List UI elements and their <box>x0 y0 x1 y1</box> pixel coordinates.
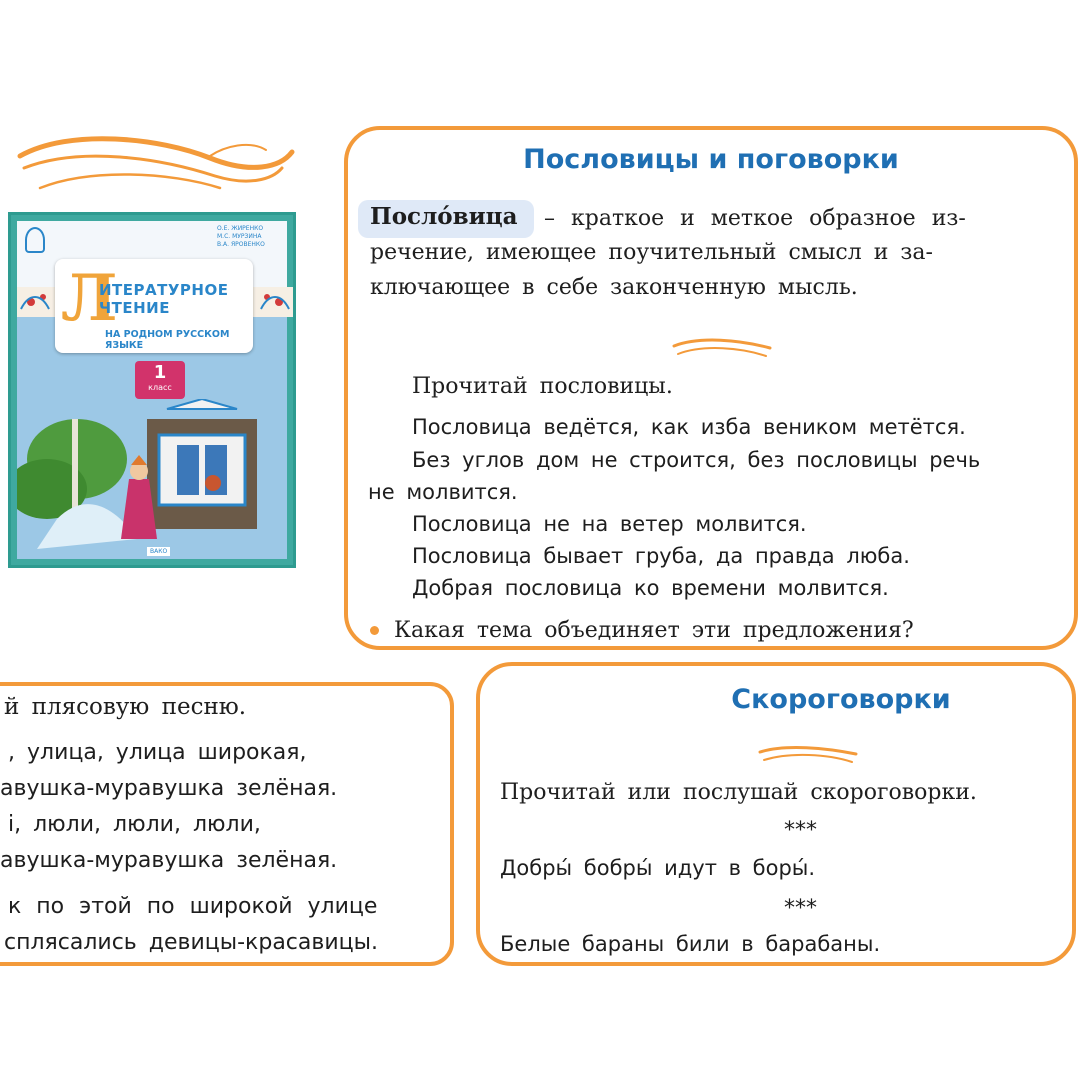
book-subtitle: НА РОДНОМ РУССКОМ ЯЗЫКЕ <box>105 329 230 351</box>
grade-badge <box>135 361 185 399</box>
grade-label: класс <box>148 383 172 392</box>
proverbs-title: Пословицы и поговорки <box>523 144 899 175</box>
definition-line-1: – краткое и меткое образное из- <box>544 206 966 231</box>
decorative-swirl <box>10 128 300 198</box>
song-line-2: авушка-муравушка зелёная. <box>0 776 338 801</box>
proverb-line-2: Без углов дом не строится, без пословицы речь <box>412 448 981 472</box>
book-cover-inner <box>17 221 287 559</box>
song-panel <box>0 682 454 966</box>
proverbs-question: Какая тема объединяет эти предложения? <box>394 618 914 643</box>
tongue-twister-2: Белые бараны били в барабаны. <box>500 932 881 956</box>
book-title-line2: ЧТЕНИЕ <box>99 299 170 317</box>
separator-2: *** <box>784 896 817 921</box>
proverb-line-4: Пословица не на ветер молвится. <box>412 512 807 536</box>
book-authors: О.Е. ЖИРЕНКО М.С. МУРЗИНА В.А. ЯРОВЕНКО <box>217 225 265 248</box>
publisher-label: ВАКО <box>147 547 170 556</box>
proverb-line-6: Добрая пословица ко времени молвится. <box>412 576 889 600</box>
definition-line-2: речение, имеющее поучительный смысл и за- <box>370 240 933 265</box>
song-line-5: к по этой по широкой улице <box>8 894 378 919</box>
book-title-line1: ИТЕРАТУРНОЕ <box>99 281 229 299</box>
song-line-4: авушка-муравушка зелёная. <box>0 848 338 873</box>
song-line-1: , улица, улица широкая, <box>8 740 307 765</box>
book-cover <box>8 212 296 568</box>
tongue-twister-panel <box>476 662 1076 966</box>
proverb-line-5: Пословица бывает груба, да правда люба. <box>412 544 910 568</box>
tongue-twister-title: Скороговорки <box>731 684 951 715</box>
definition-line-3: ключающее в себе законченную мысль. <box>370 275 858 300</box>
term-proverb: Посло́вица <box>370 203 518 230</box>
cover-illustration <box>17 399 293 549</box>
song-instruction: й плясовую песню. <box>4 694 247 720</box>
book-title-initial: Л <box>61 261 118 336</box>
tongue-twister-1: Добры́ бобры́ идут в боры́. <box>500 856 816 880</box>
song-line-3: і, люли, люли, люли, <box>8 812 261 837</box>
proverbs-instruction: Прочитай пословицы. <box>412 374 673 399</box>
tongue-twister-instruction: Прочитай или послушай скороговорки. <box>500 780 977 805</box>
decorative-swirl-small <box>670 336 774 362</box>
publisher-logo-icon <box>25 227 45 253</box>
proverbs-panel <box>344 126 1078 650</box>
decorative-swirl-small <box>756 744 860 768</box>
grade-number: 1 <box>153 362 167 383</box>
song-line-6: сплясались девицы-красавицы. <box>4 930 378 955</box>
book-title-box <box>55 259 253 353</box>
proverb-line-3: не молвится. <box>368 480 518 504</box>
bullet-icon <box>370 626 379 635</box>
proverb-line-1: Пословица ведётся, как изба веником метётся. <box>412 415 966 439</box>
separator-1: *** <box>784 818 817 843</box>
